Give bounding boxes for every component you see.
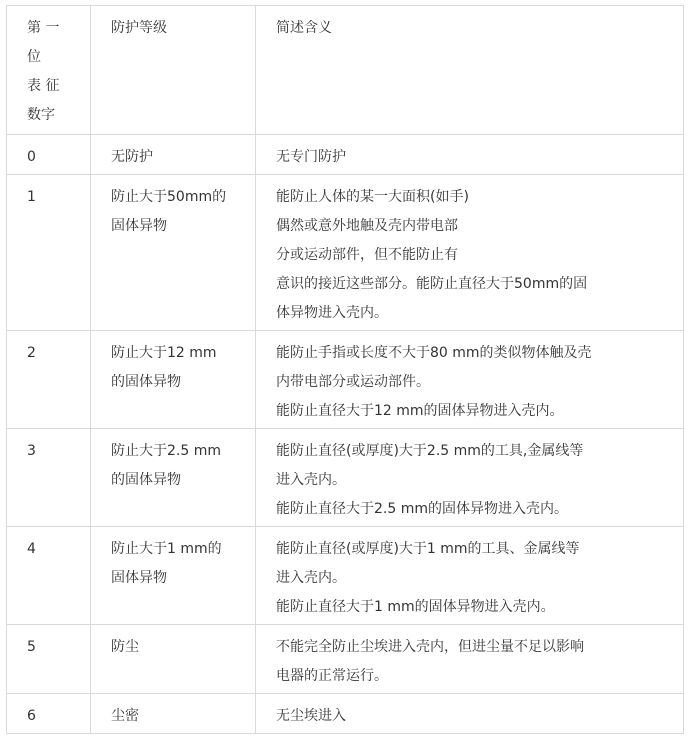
meaning-line: 能防止人体的某一大面积(如手) bbox=[276, 189, 469, 205]
code-cell bbox=[7, 527, 91, 625]
header-code-line: 第 一 bbox=[27, 20, 60, 36]
table-row bbox=[7, 175, 684, 331]
table-row bbox=[7, 331, 684, 429]
meaning-line: 能防止直径(或厚度)大于1 mm的工具、金属线等 bbox=[276, 541, 580, 557]
code-value: 4 bbox=[27, 541, 36, 557]
header-code-line: 表 征 bbox=[27, 78, 60, 94]
code-cell bbox=[7, 429, 91, 527]
code-cell bbox=[7, 175, 91, 331]
level-line: 的固体异物 bbox=[111, 472, 181, 488]
meaning-line: 进入壳内。 bbox=[276, 570, 346, 586]
meaning-cell bbox=[256, 331, 684, 429]
code-cell bbox=[7, 625, 91, 694]
meaning-cell bbox=[256, 527, 684, 625]
level-line: 防止大于12 mm bbox=[111, 345, 217, 361]
level-line: 固体异物 bbox=[111, 570, 167, 586]
meaning-line: 无尘埃进入 bbox=[276, 708, 346, 724]
level-line: 防止大于50mm的 bbox=[111, 189, 227, 205]
table-row bbox=[7, 527, 684, 625]
level-line: 防止大于1 mm的 bbox=[111, 541, 222, 557]
meaning-cell bbox=[256, 625, 684, 694]
level-cell bbox=[91, 694, 256, 734]
level-cell bbox=[91, 429, 256, 527]
level-line: 尘密 bbox=[111, 708, 139, 724]
code-value: 0 bbox=[27, 149, 36, 165]
level-line: 防止大于2.5 mm bbox=[111, 443, 221, 459]
meaning-line: 体异物进入壳内。 bbox=[276, 305, 388, 321]
code-cell bbox=[7, 331, 91, 429]
code-cell bbox=[7, 694, 91, 734]
code-value: 1 bbox=[27, 189, 36, 205]
table-row bbox=[7, 135, 684, 175]
meaning-line: 能防止手指或长度不大于80 mm的类似物体触及壳 bbox=[276, 345, 592, 361]
header-level-label: 防护等级 bbox=[111, 20, 167, 36]
meaning-line: 不能完全防止尘埃进入壳内，但进尘量不足以影响 bbox=[276, 639, 584, 655]
meaning-line: 能防止直径大于12 mm的固体异物进入壳内。 bbox=[276, 403, 564, 419]
code-value: 6 bbox=[27, 708, 36, 724]
meaning-line: 无专门防护 bbox=[276, 149, 346, 165]
meaning-line: 能防止直径大于2.5 mm的固体异物进入壳内。 bbox=[276, 501, 568, 517]
meaning-line: 电器的正常运行。 bbox=[276, 668, 388, 684]
level-cell bbox=[91, 625, 256, 694]
level-line: 无防护 bbox=[111, 149, 153, 165]
meaning-cell bbox=[256, 429, 684, 527]
meaning-cell bbox=[256, 175, 684, 331]
header-meaning bbox=[256, 6, 684, 135]
code-cell bbox=[7, 135, 91, 175]
table-row bbox=[7, 694, 684, 734]
level-line: 的固体异物 bbox=[111, 374, 181, 390]
header-code-line: 数字 bbox=[27, 107, 55, 123]
code-value: 3 bbox=[27, 443, 36, 459]
header-level bbox=[91, 6, 256, 135]
meaning-line: 偶然或意外地触及壳内带电部 bbox=[276, 218, 458, 234]
header-code-line: 位 bbox=[27, 49, 41, 65]
code-value: 5 bbox=[27, 639, 36, 655]
meaning-line: 内带电部分或运动部件。 bbox=[276, 374, 430, 390]
meaning-line: 意识的接近这些部分。能防止直径大于50mm的固 bbox=[276, 276, 588, 292]
level-cell bbox=[91, 135, 256, 175]
level-line: 防尘 bbox=[111, 639, 139, 655]
level-line: 固体异物 bbox=[111, 218, 167, 234]
level-cell bbox=[91, 527, 256, 625]
ip-rating-table bbox=[6, 5, 684, 734]
level-cell bbox=[91, 175, 256, 331]
code-value: 2 bbox=[27, 345, 36, 361]
table-row bbox=[7, 625, 684, 694]
meaning-line: 进入壳内。 bbox=[276, 472, 346, 488]
meaning-cell bbox=[256, 694, 684, 734]
level-cell bbox=[91, 331, 256, 429]
meaning-line: 能防止直径大于1 mm的固体异物进入壳内。 bbox=[276, 599, 555, 615]
meaning-line: 能防止直径(或厚度)大于2.5 mm的工具,金属线等 bbox=[276, 443, 584, 459]
table-header-row bbox=[7, 6, 684, 135]
header-meaning-label: 简述含义 bbox=[276, 20, 332, 36]
header-code bbox=[7, 6, 91, 135]
meaning-line: 分或运动部件，但不能防止有 bbox=[276, 247, 458, 263]
meaning-cell bbox=[256, 135, 684, 175]
table-row bbox=[7, 429, 684, 527]
